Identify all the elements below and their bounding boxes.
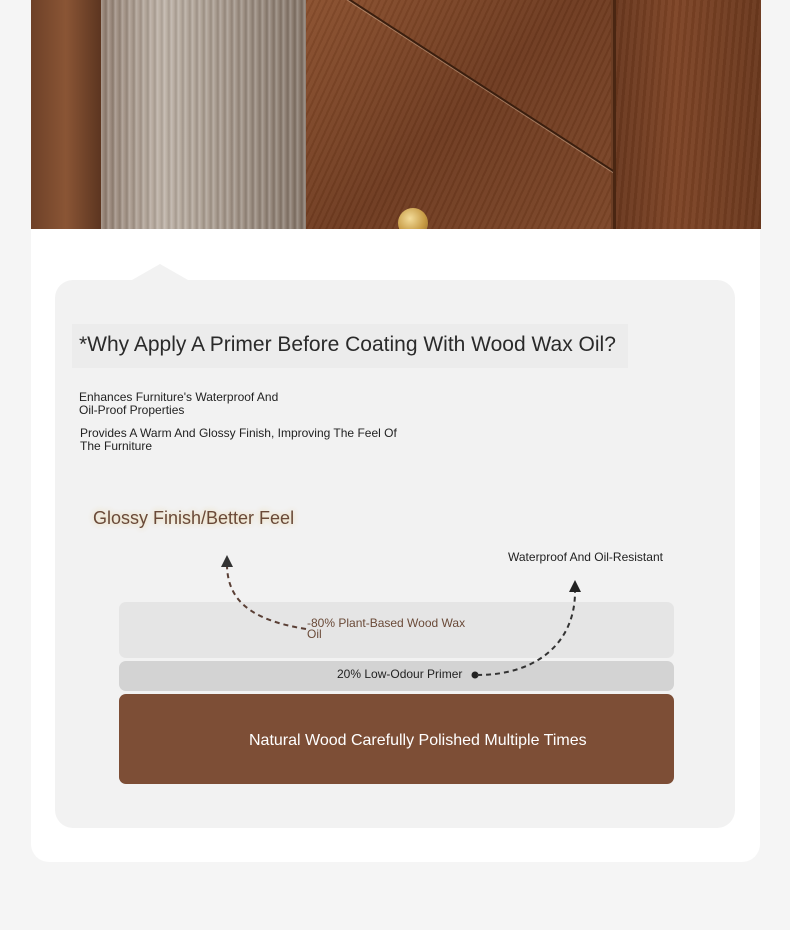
cabinet-frame [31,0,101,229]
wax-oil-label: -80% Plant-Based Wood Wax Oil [307,616,466,641]
wood-side-panel [613,0,761,229]
callout-notch [132,264,188,280]
waterproof-label: Waterproof And Oil-Resistant [508,550,663,564]
fluted-glass-door [101,0,306,229]
benefit-point-waterproof: Enhances Furniture's Waterproof And Oil-Proof Properties [79,390,279,417]
primer-label: 20% Low-Odour Primer [337,667,463,681]
section-title: *Why Apply A Primer Before Coating With Wood Wax Oil? [72,324,628,368]
benefit-point-glossy: Provides A Warm And Glossy Finish, Improving The Feel Of The Furniture [80,426,397,453]
natural-wood-label: Natural Wood Carefully Polished Multiple Times [249,732,587,749]
wood-cabinet-photo [31,0,761,229]
wood-drawer-front [306,0,611,229]
glossy-finish-label: Glossy Finish/Better Feel [93,508,295,528]
